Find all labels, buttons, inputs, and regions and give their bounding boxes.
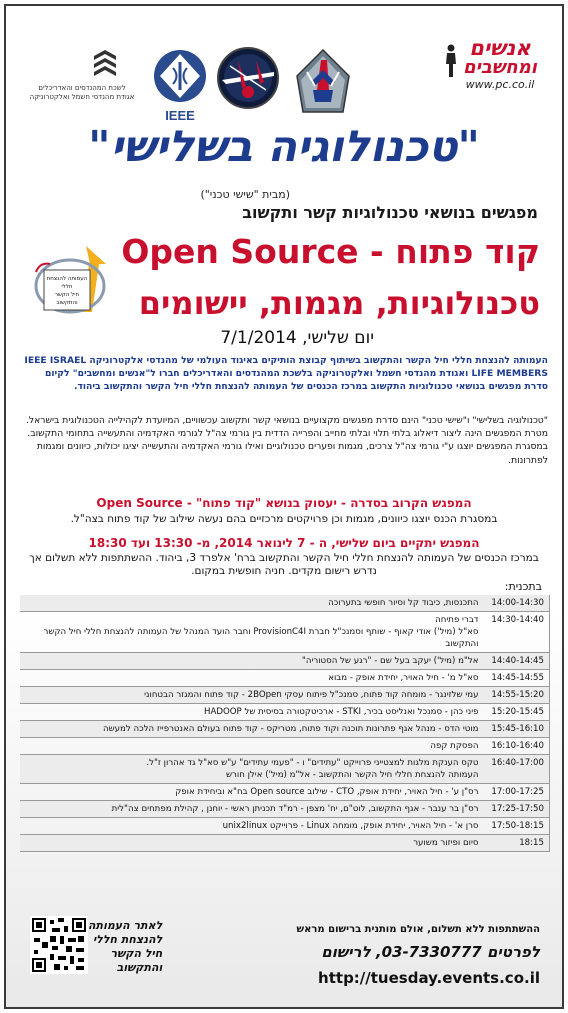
badge-text-4: והתקשוב xyxy=(56,300,78,306)
schedule-line: סרן א' - חיל האויר, יחידת אופק, מומחה Linux - פרוייקט unix2linux xyxy=(222,821,479,831)
schedule-time: 15:45-16:10 xyxy=(484,721,550,738)
event-date: יום שלישי, 7/1/2014 xyxy=(220,328,374,348)
schedule-line: הפסקת קפה xyxy=(430,741,479,751)
signal-corps-emblem-icon xyxy=(291,46,355,118)
title-note: (מבית "שישי טכני") xyxy=(200,188,290,201)
schedule-time: 17:25-17:50 xyxy=(484,801,550,818)
schedule-description xyxy=(20,818,484,835)
engineers-association-logo: לשכת המהנדסים והאדריכלים אגודת מהנדסי חשמל ואלקטרוניקה xyxy=(26,50,138,110)
body-paragraph: במסגרת המפגשים יוצגו ע"י גורמי צה"ל צרכים, מגמות ופערים טכנולוגיים ואילו גורמי האקדמיה והתעשייה יציגו יכולות, כיוונים ומגמות לפתרונות. xyxy=(36,441,548,466)
schedule-time: 14:45-14:55 xyxy=(484,670,550,687)
engineers-chevron-icon xyxy=(90,50,120,82)
schedule-description xyxy=(20,595,484,612)
schedule-row xyxy=(20,704,550,721)
flyer xyxy=(4,4,564,1009)
schedule-description xyxy=(20,835,484,852)
schedule-time: 14:00-14:30 xyxy=(484,595,550,612)
schedule-line: סיום ופיזור משוער xyxy=(413,838,479,848)
page-title: "טכנולוגיה בשלישי" xyxy=(88,122,480,172)
qr-code-icon[interactable] xyxy=(30,916,88,974)
body-paragraph: "טכנולוגיה בשלישי" ו"שישי טכני" הינם סדרת מפגשים מקצועיים בנושאי קשר ותקשוב עכשוויים, המיועדת לקהילייה הטכנולוגית בישראל. מטרת המפגשים הינה ליצור דיאלוג בלתי תלוי ובלתי מחייב והפרייה הדדית בין גורמי צה"ל לגורמי האקדמיה והתעשייה בתחומי התקשוב. xyxy=(26,415,548,440)
schedule-time: 16:10-16:40 xyxy=(484,738,550,755)
schedule-line: דברי פתיחה xyxy=(435,615,479,625)
schedule-row xyxy=(20,687,550,704)
schedule-description xyxy=(20,704,484,721)
schedule-time: 14:55-15:20 xyxy=(484,687,550,704)
schedule-time: 14:40-14:45 xyxy=(484,653,550,670)
schedule-description xyxy=(20,784,484,801)
schedule-line: סא"ל (מיל') אודי קאוף - שותף וסמנכ"ל חברת ProvisionC4I וחבר הועד המנהל של העמותה להנצחת חללי חיל הקשר והתקשוב xyxy=(43,627,479,649)
schedule-table xyxy=(20,595,550,852)
schedule-row xyxy=(20,595,550,612)
ieee-diamond-icon xyxy=(149,48,211,104)
schedule-time: 17:00-17:25 xyxy=(484,784,550,801)
schedule-row xyxy=(20,784,550,801)
badge-text-3: חיל הקשר xyxy=(54,292,80,298)
schedule-line: סא"ל מ' - חיל האויר, יחידת אופק - מבוא xyxy=(328,673,479,683)
anashim-umachshevim-logo: אנשים ומחשבים www.pc.co.il xyxy=(450,38,550,91)
schedule-description xyxy=(20,612,484,653)
intro-paragraph: העמותה להנצחת חללי חיל הקשר והתקשוב בשיתוף קבוצת הותיקים באיגוד העולמי של מהנדסי אלקטרוניקה IEEE ISRAEL LIFE MEMBERS ואגודת מהנדסי חשמל ואלקטרוניקה בלשכת המהנדסים והאדריכלים חברו ל"אנשים ומחשבים" לקיום סדרת מפגשים בנושאי טכנולוגיות התקשוב במרכז הכנסים של העמותה להנצחת חללי חיל הקשר והתקשוב ביהוד. xyxy=(24,355,548,393)
schedule-description xyxy=(20,653,484,670)
schedule-line: רס"ן ע' - חיל האויר, יחידת אופק, CTO - שילוב Open source בח"א וביחידת אופק xyxy=(175,787,479,797)
memorial-association-badge-icon xyxy=(30,242,110,322)
schedule-line: רס"ן בר ענבר - אגף התקשוב, לוט"ם, יח' מצפן - רמ"ד תכניתן ראשי - יוחנן , קהילת מפתחים צה"לית xyxy=(111,804,479,814)
schedule-line: אל"מ (מיל') יעקב בעל שם - "רגע של הסטוריה" xyxy=(301,656,479,666)
topic-title: קוד פתוח - Open Source xyxy=(121,232,540,271)
schedule-line: מוטי הדס - מנהל אגף פתרונות תוכנה וקוד פתוח, מטריקס - קוד פתוח בעולם האנטרפייז הלכה למעשה xyxy=(102,724,479,734)
schedule-row xyxy=(20,721,550,738)
participation-note: ההשתתפות ללא תשלום, אולם מותנית ברישום מראש xyxy=(296,924,540,935)
schedule-heading: בתכנית: xyxy=(504,580,542,593)
schedule-line: עמי שלזינגר - מומחה קוד פתוח, סמנכ"ל פיתוח עסקי 2BOpen - קוד פתוח והמגזר הבטחוני xyxy=(144,690,479,700)
next-meeting-description: במסגרת הכנס יוצגו כיוונים, מגמות וכן פרויקטים מרכזיים בהם נעשה שילוב של קוד פתוח בצה"ל. xyxy=(70,513,498,525)
schedule-row xyxy=(20,801,550,818)
schedule-row xyxy=(20,670,550,687)
schedule-description xyxy=(20,801,484,818)
schedule-description xyxy=(20,738,484,755)
next-meeting-title: המפגש הקרוב בסדרה - יעסוק בנושא "קוד פתוח" - Open Source xyxy=(96,496,472,510)
logo-row xyxy=(6,20,562,123)
schedule-line: העמותה להנצחת חללי חיל הקשר והתקשוב - אל"מ (מיל') אילן חורש xyxy=(225,770,479,780)
meeting-time: המפגש יתקיים ביום שלישי, ה - 7 לינואר 2014, מ- 13:30 ועד 18:30 xyxy=(88,536,480,550)
body-text xyxy=(20,414,548,467)
ieee-label: IEEE xyxy=(165,108,195,123)
schedule-line: פיני כהן - סמנכל ואנליסט בכיר, STKI - ארכיטקטורה בסיסית של HADOOP xyxy=(204,707,479,717)
badge-text-2: חללי xyxy=(61,284,73,290)
schedule-row xyxy=(20,738,550,755)
series-subtitle: מפגשים בנושאי טכנולוגיות קשר ותקשוב xyxy=(242,203,538,222)
meeting-venue: במרכז הכנסים של העמותה להנצחת חללי חיל הקשר והתקשוב ברח' אלפרד 3, ביהוד. ההשתתפות ללא תשלום אך נדרש רישום מקדים. חניה חופשית במקום. xyxy=(29,552,539,577)
schedule-description xyxy=(20,755,484,784)
schedule-row xyxy=(20,835,550,852)
schedule-time: 17:50-18:15 xyxy=(484,818,550,835)
schedule-line: טקס הענקת מלגות למצטייני פרוייקט "עתידים" ו - "פעמי עתידים" ע"ש סא"ל גד אהרון ז"ל. xyxy=(146,758,479,768)
air-force-unit-emblem-icon xyxy=(216,46,280,110)
schedule-time: 14:30-14:40 xyxy=(484,612,550,653)
schedule-row xyxy=(20,818,550,835)
schedule-time: 15:20-15:45 xyxy=(484,704,550,721)
ieee-logo xyxy=(149,48,211,122)
contact-details: לפרטים 03-7330777, לרישום xyxy=(321,943,540,961)
schedule-time: 18:15 xyxy=(484,835,550,852)
schedule-row xyxy=(20,653,550,670)
schedule-description xyxy=(20,721,484,738)
schedule-time: 16:40-17:00 xyxy=(484,755,550,784)
schedule-line: התכנסות, כיבוד קל וסיור חופשי בתערוכה xyxy=(328,598,479,608)
schedule-row xyxy=(20,612,550,653)
schedule-row xyxy=(20,755,550,784)
topic-subtitle: טכנולוגיות, מגמות, יישומים xyxy=(138,284,540,322)
registration-link[interactable]: http://tuesday.events.co.il xyxy=(318,969,540,987)
badge-text-1: העמותה להנצחת xyxy=(46,276,88,282)
qr-caption: לאתר העמותה להנצחת חללי חיל הקשר והתקשוב xyxy=(88,919,163,974)
schedule-description xyxy=(20,670,484,687)
person-figure-icon xyxy=(444,44,458,78)
schedule-description xyxy=(20,687,484,704)
